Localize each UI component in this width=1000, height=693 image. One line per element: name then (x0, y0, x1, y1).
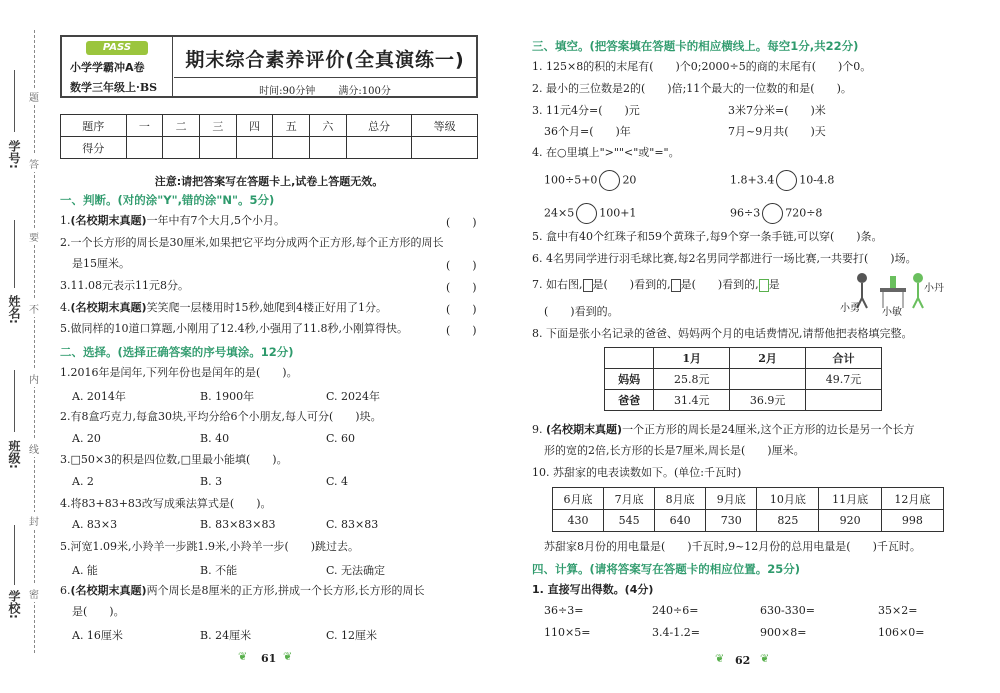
judge-item-4: 4.(名校期末真题)笑笑爬一层楼用时15秒,她爬到4楼正好用了1分。 (60, 301, 388, 314)
answer-paren[interactable]: ( ) (446, 259, 477, 272)
choice-option[interactable]: C. 83×83 (326, 518, 379, 531)
choice-option[interactable]: B. 3 (200, 475, 223, 488)
fill-item-8: 8. 下面是张小名记录的爸爸、妈妈两个月的电话费情况,请帮他把表格填完整。 (532, 327, 913, 340)
leaf-icon: ❦ (238, 650, 248, 663)
student-number-label: 学号: (7, 140, 21, 169)
fill-item-10: 10. 苏甜家的电表读数如下。(单位:千瓦时) (532, 466, 742, 479)
fill-item-1: 1. 125×8的积的末尾有( )个0;2000÷5的商的末尾有( )个0。 (532, 60, 872, 73)
seal-char: 要 (29, 228, 39, 245)
score-header: 等级 (412, 115, 478, 137)
compare-circle[interactable] (762, 203, 783, 224)
answer-paren[interactable]: ( ) (446, 216, 477, 229)
section-choose: 二、选择。(选择正确答案的序号填涂。12分) (60, 345, 294, 359)
seal-char: 密 (29, 585, 39, 602)
blank-cell[interactable] (730, 369, 806, 390)
judge-item-3: 3.11.08元表示11元8分。 (60, 279, 189, 292)
calc-expr: 106×0= (878, 626, 925, 639)
score-header: 五 (273, 115, 310, 137)
time-limit: 时间:90分钟 (259, 86, 316, 97)
score-header: 三 (199, 115, 236, 137)
choice-option[interactable]: B. 83×83×83 (200, 518, 276, 531)
notice: 注意:请把答案写在答题卡上,试卷上答题无效。 (154, 175, 384, 188)
series-name: 小学学霸冲A卷 (70, 61, 145, 74)
choice-option[interactable]: C. 12厘米 (326, 629, 378, 642)
compare-row: 100÷5+0 20 (544, 170, 636, 191)
score-header: 一 (126, 115, 163, 137)
choice-option[interactable]: A. 2 (72, 475, 94, 488)
observer-xiaomin: 小敏 (882, 307, 902, 318)
fill-item-7: 7. 如右图, 是( )看到的, 是( )看到的, 是 (532, 278, 780, 291)
choice-item-1: 1.2016年是闰年,下列年份也是闰年的是( )。 (60, 366, 298, 379)
score-header: 总分 (346, 115, 412, 137)
fill-item-6: 6. 4名男同学进行羽毛球比赛,每2名男同学都进行一场比赛,一共要打( )场。 (532, 252, 917, 265)
page-number-right: 62 (735, 654, 751, 667)
choice-item-4: 4.将83+83+83改写成乘法算式是( )。 (60, 497, 272, 510)
score-cell[interactable] (199, 137, 236, 159)
choice-option[interactable]: C. 2024年 (326, 390, 381, 403)
section-fill: 三、填空。(把答案填在答题卡的相应横线上。每空1分,共22分) (532, 39, 859, 53)
school-label: 学校: (7, 590, 21, 619)
choice-option[interactable]: A. 2014年 (72, 390, 126, 403)
fill-item-3b: 3米7分米=( )米 (728, 104, 826, 117)
class-label: 班级: (7, 440, 21, 469)
calc-expr: 3.4-1.2= (652, 626, 700, 639)
choice-option[interactable]: A. 能 (72, 564, 98, 577)
score-cell[interactable] (163, 137, 200, 159)
compare-circle[interactable] (599, 170, 620, 191)
seal-char: 题 (29, 88, 39, 105)
observer-xiaoyong: 小勇 (840, 303, 860, 314)
view-figure-icon (671, 279, 681, 292)
exam-header (60, 35, 478, 98)
fill-item-7-cont: ( )看到的。 (544, 305, 619, 318)
compare-circle[interactable] (776, 170, 797, 191)
observer-xiaodan: 小丹 (924, 283, 944, 294)
calc-expr: 900×8= (760, 626, 807, 639)
judge-item-2-cont: 是15厘米。 (72, 257, 130, 270)
choice-item-6: 6.(名校期末真题)两个周长是8厘米的正方形,拼成一个长方形,长方形的周长 (60, 584, 425, 597)
calc-subtitle: 1. 直接写出得数。(4分) (532, 583, 654, 596)
score-cell[interactable] (126, 137, 163, 159)
grade-label: 数学三年级上·BS (70, 81, 158, 94)
page-number-left: 61 (261, 652, 277, 665)
choice-option[interactable]: B. 24厘米 (200, 629, 252, 642)
score-header: 题序 (61, 115, 127, 137)
choice-option[interactable]: B. 40 (200, 432, 230, 445)
choice-option[interactable]: A. 83×3 (72, 518, 118, 531)
choice-item-2: 2.有8盒巧克力,每盒30块,平均分给6个小朋友,每人可分( )块。 (60, 410, 382, 423)
calc-expr: 35×2= (878, 604, 918, 617)
fill-item-3a: 3. 11元4分=( )元 (532, 104, 640, 117)
blank-cell[interactable] (806, 390, 882, 411)
score-cell[interactable] (310, 137, 347, 159)
seal-char: 线 (29, 440, 39, 457)
section-judge: 一、判断。(对的涂"Y",错的涂"N"。5分) (60, 193, 275, 207)
fill-item-5: 5. 盒中有40个红珠子和59个黄珠子,每9个穿一条手链,可以穿( )条。 (532, 230, 883, 243)
choice-item-6-cont: 是( )。 (72, 605, 125, 618)
choice-option[interactable]: B. 不能 (200, 564, 238, 577)
score-header: 四 (236, 115, 273, 137)
view-figure-icon (583, 279, 593, 292)
fill-item-9-cont: 形的宽的2倍,长方形的长是7厘米,周长是( )厘米。 (544, 444, 805, 457)
choice-option[interactable]: B. 1900年 (200, 390, 255, 403)
fill-item-3d: 7月~9月共( )天 (728, 125, 826, 138)
calc-expr: 240÷6= (652, 604, 699, 617)
fill-item-3c: 36个月=( )年 (544, 125, 631, 138)
answer-paren[interactable]: ( ) (446, 303, 477, 316)
section-calc: 四、计算。(请将答案写在答题卡的相应位置。25分) (532, 562, 801, 576)
choice-option[interactable]: A. 20 (72, 432, 101, 445)
judge-item-2: 2.一个长方形的周长是30厘米,如果把它平均分成两个正方形,每个正方形的周长 (60, 236, 444, 249)
compare-row: 96÷3 720÷8 (730, 203, 822, 224)
score-table (60, 114, 478, 159)
binding-strip (0, 0, 44, 693)
choice-option[interactable]: C. 60 (326, 432, 356, 445)
judge-item-5: 5.做同样的10道口算题,小刚用了12.4秒,小强用了11.8秒,小刚算得快。 (60, 322, 408, 335)
calc-expr: 110×5= (544, 626, 591, 639)
score-cell[interactable] (236, 137, 273, 159)
choice-item-5: 5.河宽1.09米,小羚羊一步跳1.9米,小羚羊一步( )跳过去。 (60, 540, 360, 553)
view-figure-icon (759, 279, 769, 292)
leaf-icon: ❦ (760, 652, 770, 665)
choice-option[interactable]: C. 无法确定 (326, 564, 386, 577)
compare-circle[interactable] (576, 203, 597, 224)
judge-item-1: 1.(名校期末真题)一年中有7个大月,5个小月。 (60, 214, 286, 227)
phone-bill-table: 1月 2月 合计 妈妈 25.8元 49.7元 爸爸 31.4元 36.9元 (604, 347, 882, 411)
seal-char: 答 (29, 155, 39, 172)
leaf-icon: ❦ (283, 650, 293, 663)
seal-char: 内 (29, 370, 39, 387)
choice-item-3: 3.□50×3的积是四位数,□里最小能填( )。 (60, 453, 288, 466)
calc-expr: 36÷3= (544, 604, 584, 617)
answer-paren[interactable]: ( ) (446, 324, 477, 337)
meter-table: 6月底 7月底 8月底 9月底 10月底 11月底 12月底 430 545 640 730 825 920 998 (552, 487, 944, 532)
score-header: 六 (310, 115, 347, 137)
exam-title: 期末综合素养评价(全真演练一) (185, 49, 465, 71)
fill-item-9: 9. (名校期末真题)一个正方形的周长是24厘米,这个正方形的边长是另一个长方 (532, 423, 915, 436)
fill-item-10-answer: 苏甜家8月份的用电量是( )千瓦时,9~12月份的总用电量是( )千瓦时。 (544, 540, 921, 553)
fill-item-2: 2. 最小的三位数是2的( )倍;11个最大的一位数的和是( )。 (532, 82, 852, 95)
score-header: 二 (163, 115, 200, 137)
score-cell[interactable] (412, 137, 478, 159)
leaf-icon: ❦ (715, 652, 725, 665)
compare-row: 1.8+3.4 10-4.8 (730, 170, 834, 191)
pass-logo: PASS (86, 41, 148, 55)
exam-meta (174, 77, 476, 97)
choice-option[interactable]: C. 4 (326, 475, 349, 488)
name-label: 姓名: (7, 295, 21, 324)
fill-item-4-title: 4. 在○里填上">""<"或"="。 (532, 146, 680, 159)
compare-row: 24×5 100+1 (544, 203, 636, 224)
seal-char: 不 (29, 300, 39, 317)
answer-paren[interactable]: ( ) (446, 281, 477, 294)
score-cell[interactable] (273, 137, 310, 159)
score-cell[interactable] (346, 137, 412, 159)
choice-option[interactable]: A. 16厘米 (72, 629, 123, 642)
calc-expr: 630-330= (760, 604, 815, 617)
full-score: 满分:100分 (338, 86, 391, 97)
seal-char: 封 (29, 512, 39, 529)
score-row-label: 得分 (61, 137, 127, 159)
